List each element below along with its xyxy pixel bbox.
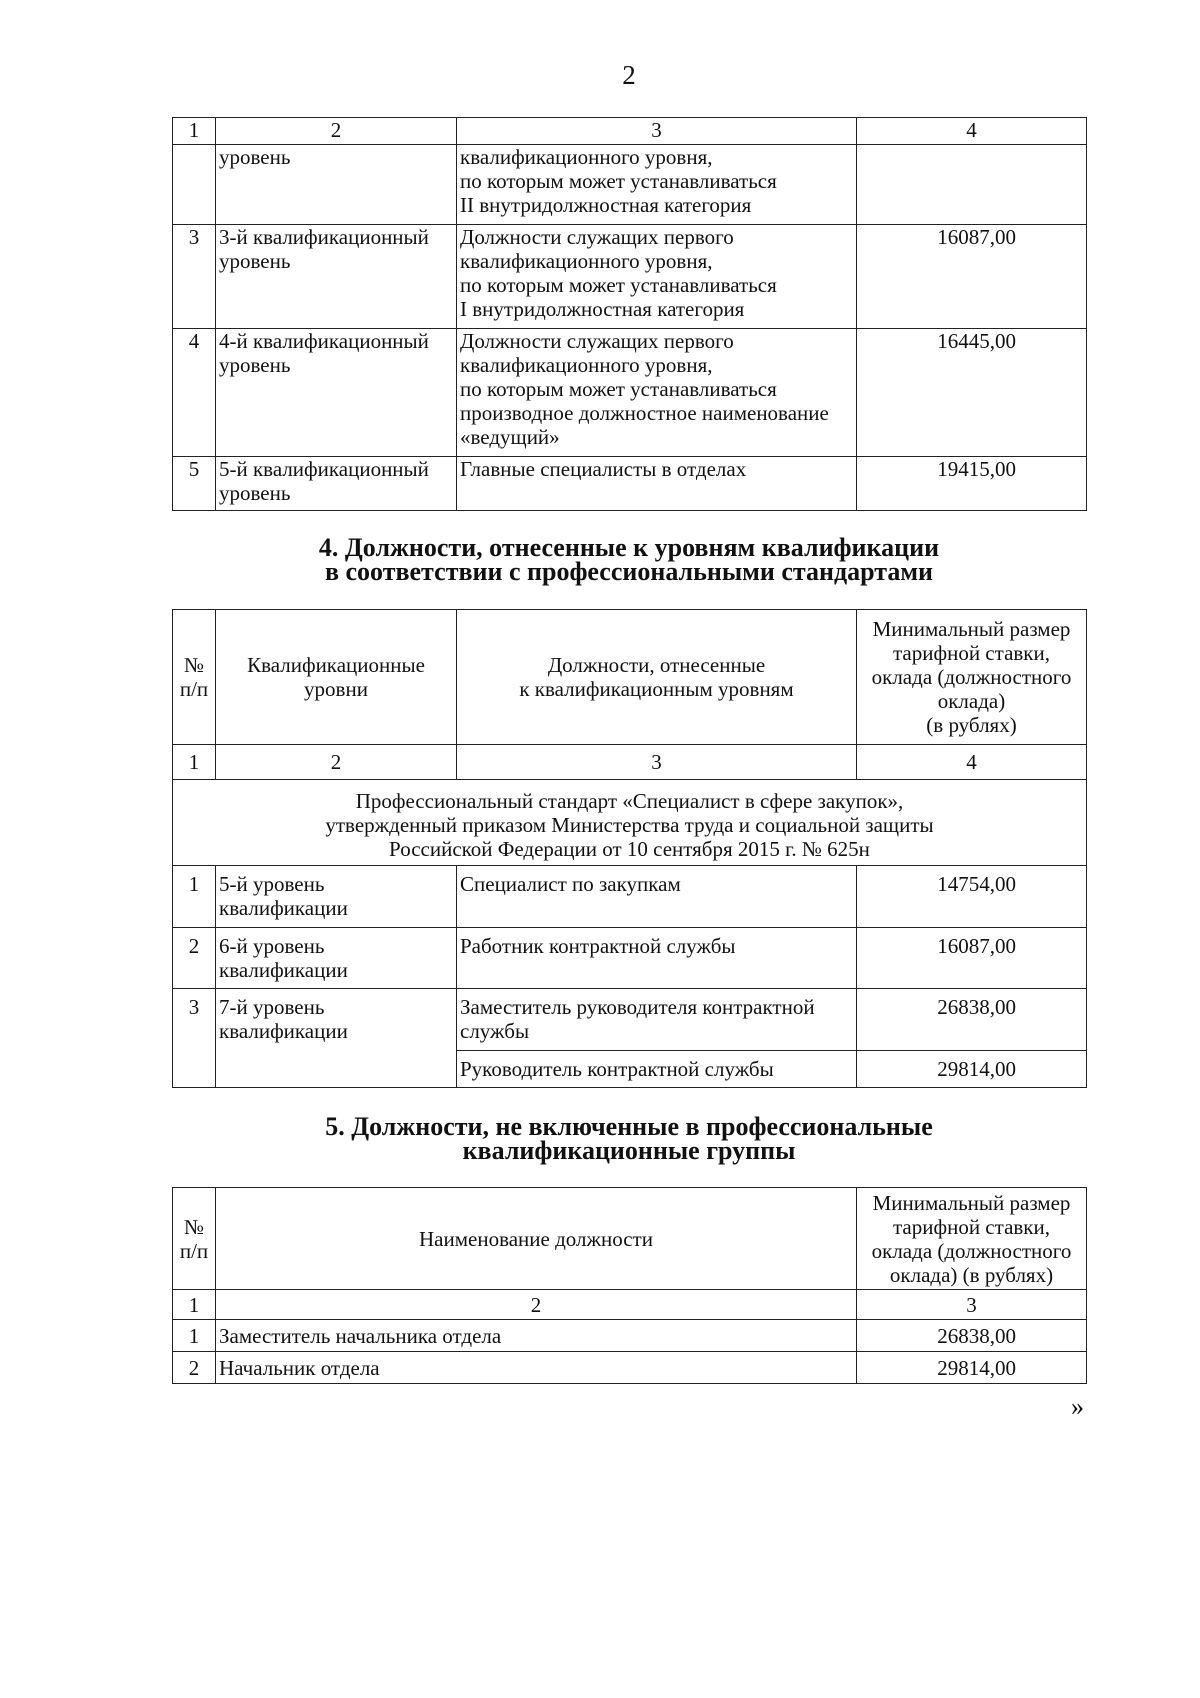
- index-cell: 2: [216, 118, 457, 145]
- row-number: 1: [173, 866, 216, 928]
- row-number: 4: [173, 329, 216, 457]
- index-cell: 3: [457, 745, 857, 780]
- page-number: 2: [622, 60, 636, 90]
- col-header-num: № п/п: [173, 610, 216, 745]
- level-cell: 5-й уровень квалификации: [216, 866, 457, 928]
- salary-cell: 29814,00: [857, 1352, 1087, 1384]
- index-cell: 4: [857, 118, 1087, 145]
- index-cell: 2: [216, 1290, 857, 1320]
- positions-cell: Должности служащих первого квалификационного уровня, по которым может устанавливаться I внутридолжностная категория: [457, 225, 857, 329]
- table-index-row: [173, 1290, 1087, 1320]
- index-cell: 1: [173, 1290, 216, 1320]
- position-cell: Работник контрактной службы: [457, 928, 857, 989]
- row-number: [173, 145, 216, 225]
- index-cell: 2: [216, 745, 457, 780]
- level-cell: 7-й уровень квалификации: [216, 989, 457, 1088]
- table-row: [173, 225, 1087, 329]
- salary-cell: 16087,00: [857, 928, 1087, 989]
- positions-cell: квалификационного уровня, по которым может устанавливаться II внутридолжностная категория: [457, 145, 857, 225]
- positions-cell: Главные специалисты в отделах: [457, 457, 857, 511]
- salary-cell: 26838,00: [857, 1320, 1087, 1352]
- position-cell: Заместитель руководителя контрактной службы: [457, 989, 857, 1051]
- index-cell: 3: [857, 1290, 1087, 1320]
- level-cell: 6-й уровень квалификации: [216, 928, 457, 989]
- position-name-cell: Начальник отдела: [216, 1352, 857, 1384]
- closing-quote: »: [1071, 1392, 1084, 1421]
- section-4-title: 4. Должности, отнесенные к уровням квалификации в соответствии с профессиональными стандартами: [318, 533, 940, 586]
- index-cell: 1: [173, 118, 216, 145]
- salary-cell: 26838,00: [857, 989, 1087, 1051]
- col-header-salary: Минимальный размер тарифной ставки, оклада (должностного оклада) (в рублях): [857, 1188, 1087, 1290]
- level-cell: 5-й квалификационный уровень: [216, 457, 457, 511]
- table-index-row: [173, 118, 1087, 145]
- row-number: 5: [173, 457, 216, 511]
- position-cell: Специалист по закупкам: [457, 866, 857, 928]
- row-number: 3: [173, 225, 216, 329]
- table-row: [173, 989, 1087, 1051]
- professional-standard-table: [172, 609, 1087, 1088]
- index-cell: 4: [857, 745, 1087, 780]
- row-number: 3: [173, 989, 216, 1088]
- index-cell: 1: [173, 745, 216, 780]
- table-header-row: [173, 610, 1087, 745]
- salary-cell: 29814,00: [857, 1051, 1087, 1088]
- table-row: [173, 1320, 1087, 1352]
- row-number: 2: [173, 1352, 216, 1384]
- col-header-salary: Минимальный размер тарифной ставки, оклада (должностного оклада) (в рублях): [857, 610, 1087, 745]
- qualification-table-continuation: [172, 117, 1087, 511]
- table-index-row: [173, 745, 1087, 780]
- salary-cell: 14754,00: [857, 866, 1087, 928]
- level-cell: уровень: [216, 145, 457, 225]
- table-row: [173, 329, 1087, 457]
- positions-cell: Должности служащих первого квалификационного уровня, по которым может устанавливаться производное должностное наименование «ведущий»: [457, 329, 857, 457]
- position-cell: Руководитель контрактной службы: [457, 1051, 857, 1088]
- standard-caption: Профессиональный стандарт «Специалист в сфере закупок», утвержденный приказом Министерства труда и социальной защиты Российской Федерации от 10 сентября 2015 г. № 625н: [173, 780, 1087, 866]
- other-positions-table: [172, 1187, 1087, 1384]
- salary-cell: 19415,00: [857, 457, 1087, 511]
- table-row: [173, 1352, 1087, 1384]
- row-number: 2: [173, 928, 216, 989]
- table-row: [173, 928, 1087, 989]
- col-header-name: Наименование должности: [216, 1188, 857, 1290]
- level-cell: 3-й квалификационный уровень: [216, 225, 457, 329]
- table-header-row: [173, 1188, 1087, 1290]
- salary-cell: [857, 145, 1087, 225]
- index-cell: 3: [457, 118, 857, 145]
- level-cell: 4-й квалификационный уровень: [216, 329, 457, 457]
- col-header-positions: Должности, отнесенные к квалификационным уровням: [457, 610, 857, 745]
- col-header-level: Квалификационные уровни: [216, 610, 457, 745]
- table-row: [173, 145, 1087, 225]
- col-header-num: № п/п: [173, 1188, 216, 1290]
- salary-cell: 16445,00: [857, 329, 1087, 457]
- position-name-cell: Заместитель начальника отдела: [216, 1320, 857, 1352]
- row-number: 1: [173, 1320, 216, 1352]
- salary-cell: 16087,00: [857, 225, 1087, 329]
- table-row: [173, 457, 1087, 511]
- table-row: [173, 866, 1087, 928]
- standard-caption-row: [173, 780, 1087, 866]
- section-5-title: 5. Должности, не включенные в профессиональные квалификационные группы: [325, 1112, 933, 1165]
